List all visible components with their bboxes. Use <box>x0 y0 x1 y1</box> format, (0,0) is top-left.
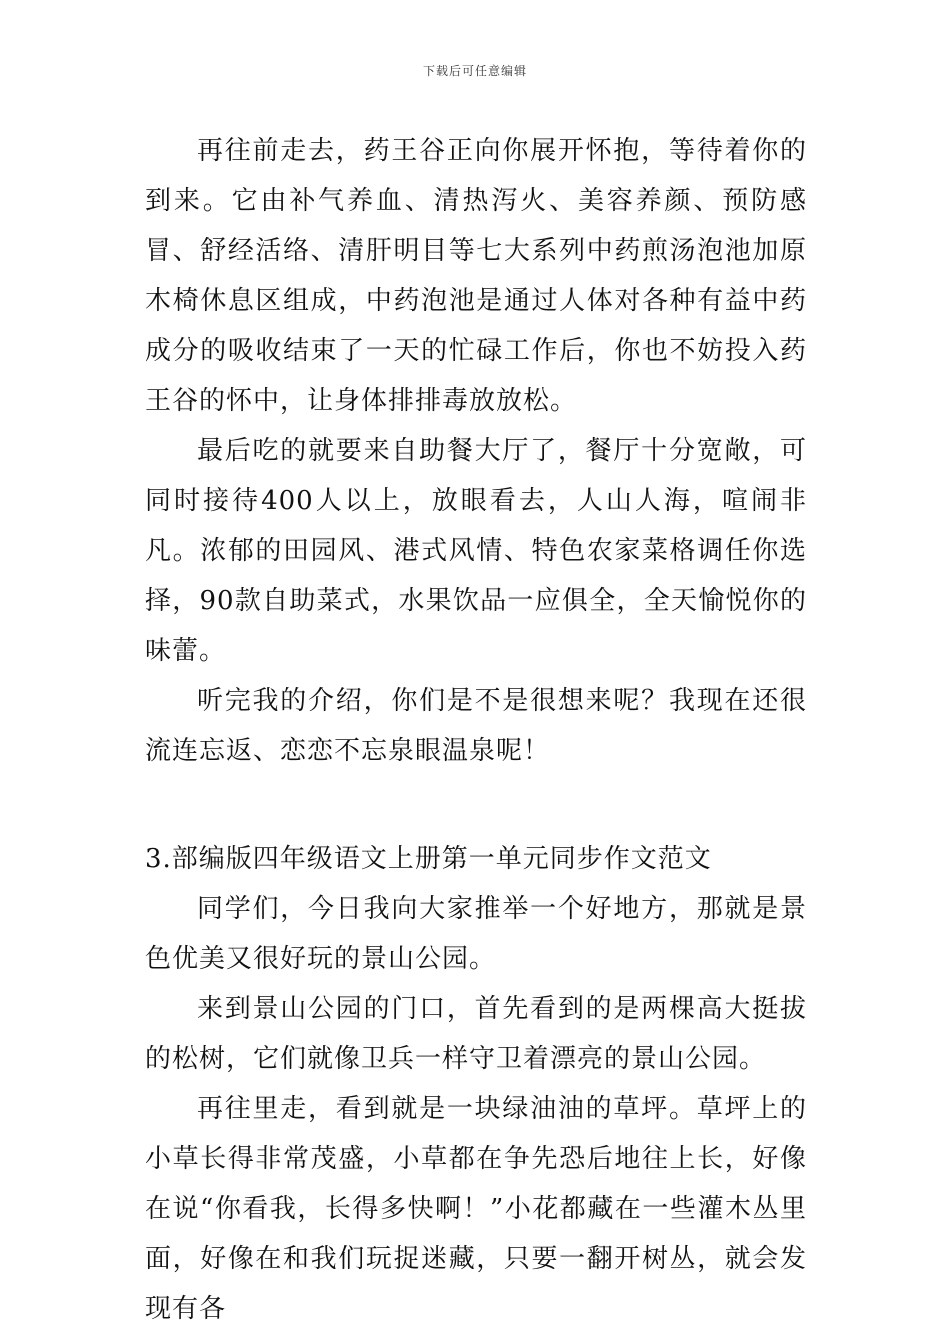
document-body <box>145 126 807 1334</box>
section-heading: 3.部编版四年级语文上册第一单元同步作文范文 <box>145 844 712 874</box>
paragraph-park-gate: 来到景山公园的门口，首先看到的是两棵高大挺拔的松树，它们就像卫兵一样守卫着漂亮的景山公园。 <box>145 994 807 1074</box>
paragraph-buffet-hall: 最后吃的就要来自助餐大厅了，餐厅十分宽敞，可同时接待400人以上，放眼看去，人山人海，喧闹非凡。浓郁的田园风、港式风情、特色农家菜格调任你选择，90款自助菜式，水果饮品一应俱全，全天愉悦你的味蕾。 <box>145 436 807 666</box>
paragraph-closing: 听完我的介绍，你们是不是很想来呢？我现在还很流连忘返、恋恋不忘泉眼温泉呢！ <box>145 686 807 766</box>
page-header-note: 下载后可任意编辑 <box>422 64 527 78</box>
paragraph-lawn: 再往里走，看到就是一块绿油油的草坪。草坪上的小草长得非常茂盛，小草都在争先恐后地往上长，好像在说“你看我，长得多快啊！”小花都藏在一些灌木丛里面，好像在和我们玩捉迷藏，只要一翻开树丛，就会发现有各 <box>145 1094 807 1324</box>
paragraph-intro: 同学们，今日我向大家推举一个好地方，那就是景色优美又很好玩的景山公园。 <box>145 894 807 974</box>
paragraph-herb-valley: 再往前走去，药王谷正向你展开怀抱，等待着你的到来。它由补气养血、清热泻火、美容养颜、预防感冒、舒经活络、清肝明目等七大系列中药煎汤泡池加原木椅休息区组成，中药泡池是通过人体对各种有益中药成分的吸收结束了一天的忙碌工作后，你也不妨投入药王谷的怀中，让身体排排毒放放松。 <box>145 136 807 416</box>
